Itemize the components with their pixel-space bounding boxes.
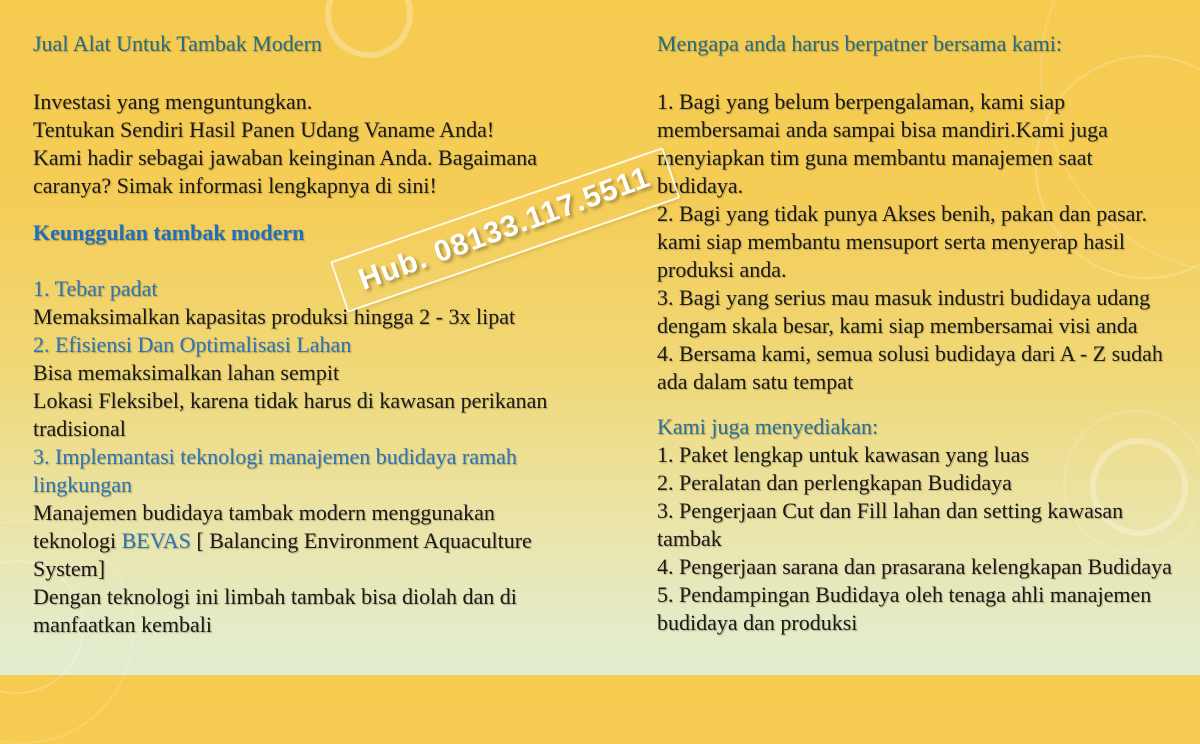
accent-text: BEVAS — [121, 528, 191, 553]
intro-line: Kami hadir sebagai jawaban keinginan Anda. Bagaimana caranya? Simak informasi lengkapnya di sini! — [33, 145, 537, 198]
reasons-list — [657, 88, 1173, 396]
feature-line — [33, 387, 581, 443]
text-segment: Dengan teknologi ini limbah tambak bisa diolah dan di manfaatkan kembali — [33, 584, 517, 637]
contact-phone-text: Hub. 08133.117.5511 — [354, 160, 655, 297]
reason-item: 2. Bagi yang tidak punya Akses benih, pakan dan pasar. kami siap membantu mensuport serta menyerap hasil produksi anda. — [657, 201, 1148, 282]
features-list — [33, 275, 581, 639]
services-list — [657, 441, 1173, 637]
service-item: 3. Pengerjaan Cut dan Fill lahan dan setting kawasan tambak — [657, 498, 1124, 551]
service-item: 4. Pengerjaan sarana dan prasarana kelengkapan Budidaya — [657, 554, 1172, 579]
intro-line: Investasi yang menguntungkan. — [33, 89, 313, 114]
service-item: 2. Peralatan dan perlengkapan Budidaya — [657, 470, 1012, 495]
service-item: 1. Paket lengkap untuk kawasan yang luas — [657, 442, 1030, 467]
text-segment: [ Balancing Environment Aquaculture System] — [33, 528, 532, 581]
text-segment: Bisa memaksimalkan lahan sempit — [33, 360, 340, 385]
reason-item: 1. Bagi yang belum berpengalaman, kami siap membersamai anda sampai bisa mandiri.Kami juga menyiapkan tim guna membantu manajemen saat budidaya. — [657, 89, 1108, 198]
text-segment: Memaksimalkan kapasitas produksi hingga 2 - 3x lipat — [33, 304, 516, 329]
feature-line — [33, 443, 581, 499]
reason-item: 3. Bagi yang serius mau masuk industri budidaya udang dengam skala besar, kami siap membersamai visi anda — [657, 285, 1151, 338]
feature-line — [33, 583, 581, 639]
text-segment: 2. Efisiensi Dan Optimalisasi Lahan — [33, 332, 352, 357]
services-heading: Kami juga menyediakan: — [657, 414, 879, 439]
intro-paragraph — [33, 88, 581, 200]
feature-line — [33, 499, 581, 583]
service-item: 5. Pendampingan Budidaya oleh tenaga ahli manajemen budidaya dan produksi — [657, 582, 1152, 635]
right-title: Mengapa anda harus berpatner bersama kami: — [657, 31, 1062, 56]
feature-line — [33, 331, 581, 359]
features-heading: Keunggulan tambak modern — [33, 220, 305, 245]
text-segment: 1. Tebar padat — [33, 276, 158, 301]
text-segment: Lokasi Fleksibel, karena tidak harus di kawasan perikanan tradisional — [33, 388, 548, 441]
text-segment: Manajemen budidaya tambak modern menggunakan teknologi — [33, 500, 495, 553]
reason-item: 4. Bersama kami, semua solusi budidaya dari A - Z sudah ada dalam satu tempat — [657, 341, 1163, 394]
feature-line — [33, 303, 581, 331]
left-title: Jual Alat Untuk Tambak Modern — [33, 31, 322, 56]
decorative-ring — [325, 0, 413, 58]
intro-line: Tentukan Sendiri Hasil Panen Udang Vaname Anda! — [33, 117, 495, 142]
feature-line — [33, 275, 581, 303]
text-segment: 3. Implemantasi teknologi manajemen budidaya ramah lingkungan — [33, 444, 517, 497]
feature-line — [33, 359, 581, 387]
